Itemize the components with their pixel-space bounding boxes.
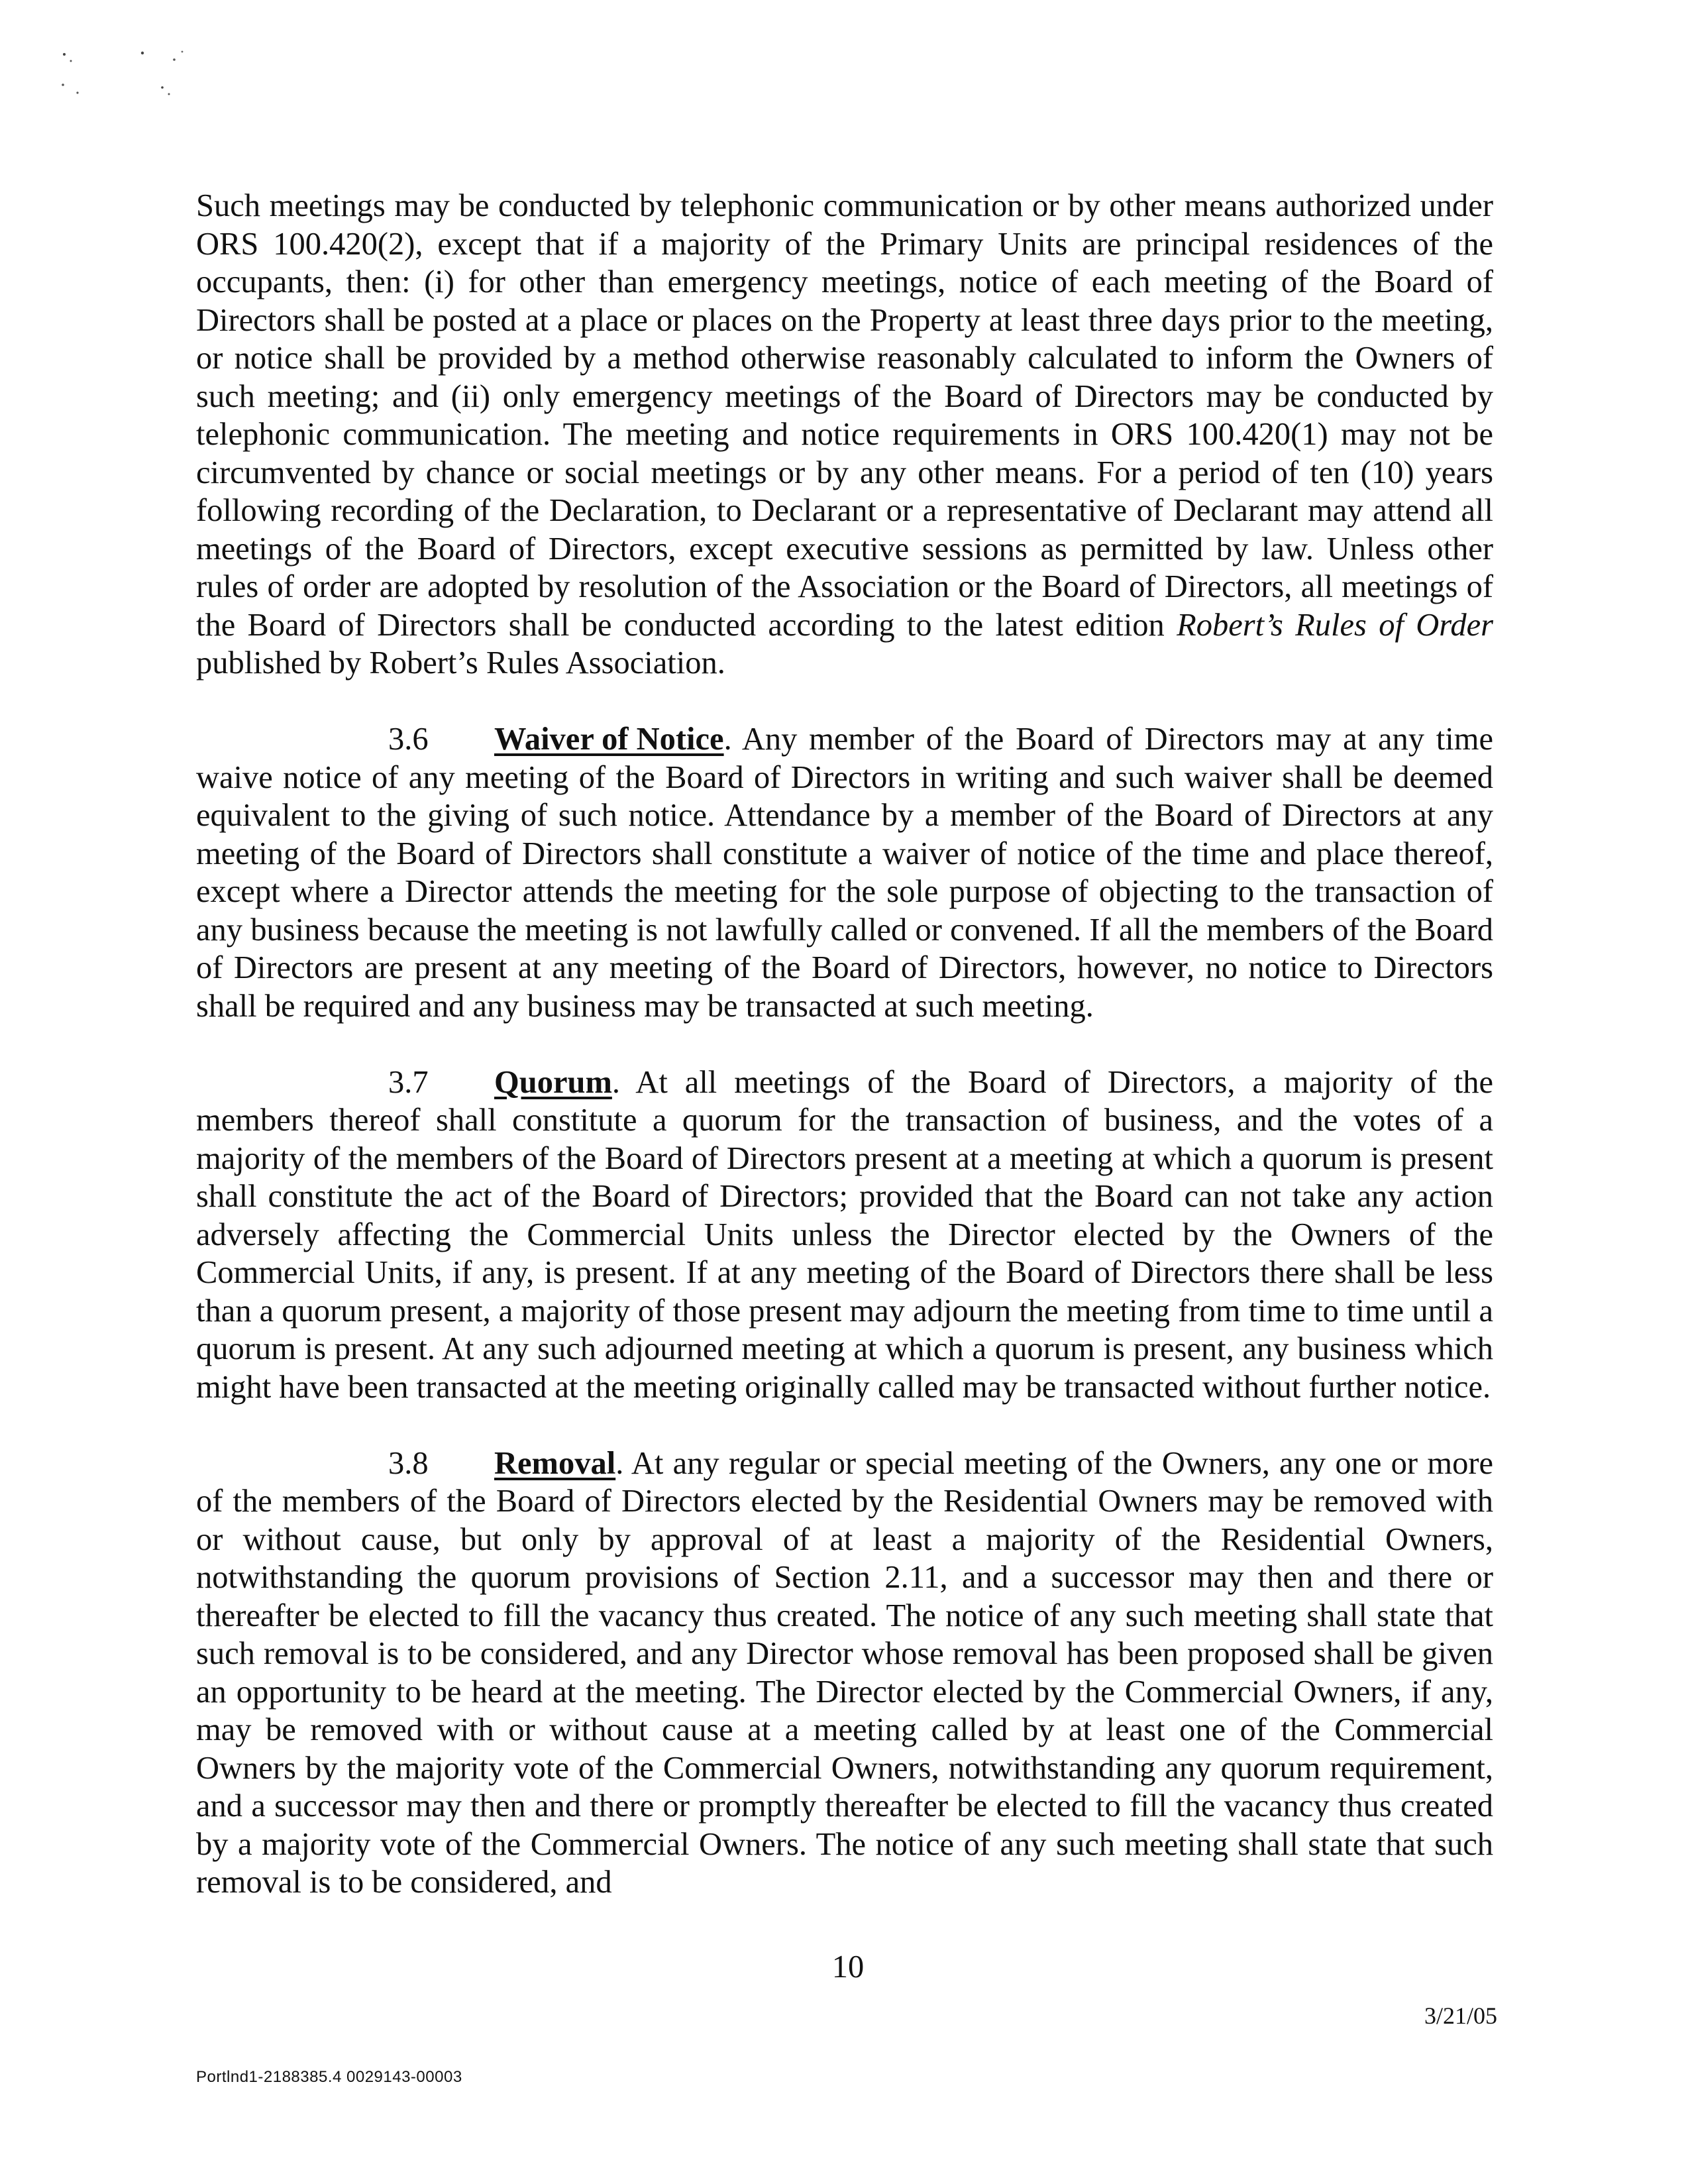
speck	[63, 53, 66, 56]
speck	[173, 58, 176, 61]
speck	[62, 83, 64, 86]
section-text: . At any regular or special meeting of the Owners, any one or more of the members of the Board of Directors elected by the Residential Owners may be removed with or without cause, but only by approval of at least a majority of the Residential Owners, notwithstanding the quorum provisions of Section 2.11, and a successor may then and there or thereafter be elected to fill the vacancy thus created. The notice of any such meeting shall state that such removal is to be considered, and any Director whose removal has been proposed shall be given an opportunity to be heard at the meeting. The Director elected by the Commercial Owners, if any, may be removed with or without cause at a meeting called by at least one of the Commercial Owners by the majority vote of the Commercial Owners, notwithstanding any quorum requirement, and a successor may then and there or promptly thereafter be elected to fill the vacancy thus created by a majority vote of the Commercial Owners. The notice of any such meeting shall state that such removal is to be considered, and	[196, 1445, 1493, 1900]
book-title: Robert’s Rules of Order	[1177, 607, 1493, 643]
section-title: Quorum	[494, 1064, 612, 1100]
section-heading	[196, 1445, 615, 1483]
section-3-6	[196, 720, 1493, 1025]
intro-paragraph-tail: published by Robert’s Rules Association.	[196, 645, 725, 681]
page-number: 10	[831, 1949, 865, 1985]
section-number: 3.7	[388, 1064, 429, 1100]
intro-paragraph	[196, 187, 1493, 682]
speck	[70, 60, 72, 62]
date-stamp: 3/21/05	[1424, 2002, 1497, 2029]
speck	[182, 51, 184, 53]
section-text: . At all meetings of the Board of Directors, a majority of the members thereof shall constitute a quorum for the transaction of business, and the votes of a majority of the members of the Board of Directors present at a meeting at which a quorum is present shall constitute the act of the Board of Directors; provided that the Board can not take any action adversely affecting the Commercial Units unless the Director elected by the Owners of the Commercial Units, if any, is present. If at any meeting of the Board of Directors there shall be less than a quorum present, a majority of those present may adjourn the meeting from time to time until a quorum is present. At any such adjourned meeting at which a quorum is present, any business which might have been transacted at the meeting originally called may be transacted without further notice.	[196, 1064, 1493, 1405]
speck	[161, 86, 164, 89]
intro-paragraph-text: Such meetings may be conducted by telephonic communication or by other means authorized under ORS 100.420(2), except that if a majority of the Primary Units are principal residences of the occupants, then: (i) for other than emergency meetings, notice of each meeting of the Board of Directors shall be posted at a place or places on the Property at least three days prior to the meeting, or notice shall be provided by a method otherwise reasonably calculated to inform the Owners of such meeting; and (ii) only emergency meetings of the Board of Directors may be conducted by telephonic communication. The meeting and notice requirements in ORS 100.420(1) may not be circumvented by chance or social meetings or by any other means. For a period of ten (10) years following recording of the Declaration, to Declarant or a representative of Declarant may attend all meetings of the Board of Directors, except executive sessions as permitted by law. Unless other rules of order are adopted by resolution of the Association or the Board of Directors, all meetings of the Board of Directors shall be conducted according to the latest edition	[196, 188, 1493, 643]
speck	[168, 93, 170, 95]
section-heading	[196, 720, 724, 759]
body-text	[196, 187, 1493, 1902]
section-title: Waiver of Notice	[494, 722, 724, 757]
section-number: 3.6	[388, 722, 429, 757]
speck	[141, 52, 144, 54]
section-3-8	[196, 1445, 1493, 1902]
document-id: Portlnd1-2188385.4 0029143-00003	[196, 2068, 462, 2086]
speck	[76, 91, 78, 93]
section-number: 3.8	[388, 1445, 429, 1481]
section-3-7	[196, 1064, 1493, 1407]
section-heading	[196, 1064, 612, 1102]
scan-specks	[56, 46, 202, 113]
section-text: . Any member of the Board of Directors may at any time waive notice of any meeting of the Board of Directors in writing and such waiver shall be deemed equivalent to the giving of such notice. Attendance by a member of the Board of Directors at any meeting of the Board of Directors shall constitute a waiver of notice of the time and place thereof, except where a Director attends the meeting for the sole purpose of objecting to the transaction of any business because the meeting is not lawfully called or convened. If all the members of the Board of Directors are present at any meeting of the Board of Directors, however, no notice to Directors shall be required and any business may be transacted at such meeting.	[196, 722, 1493, 1024]
section-title: Removal	[494, 1445, 616, 1481]
